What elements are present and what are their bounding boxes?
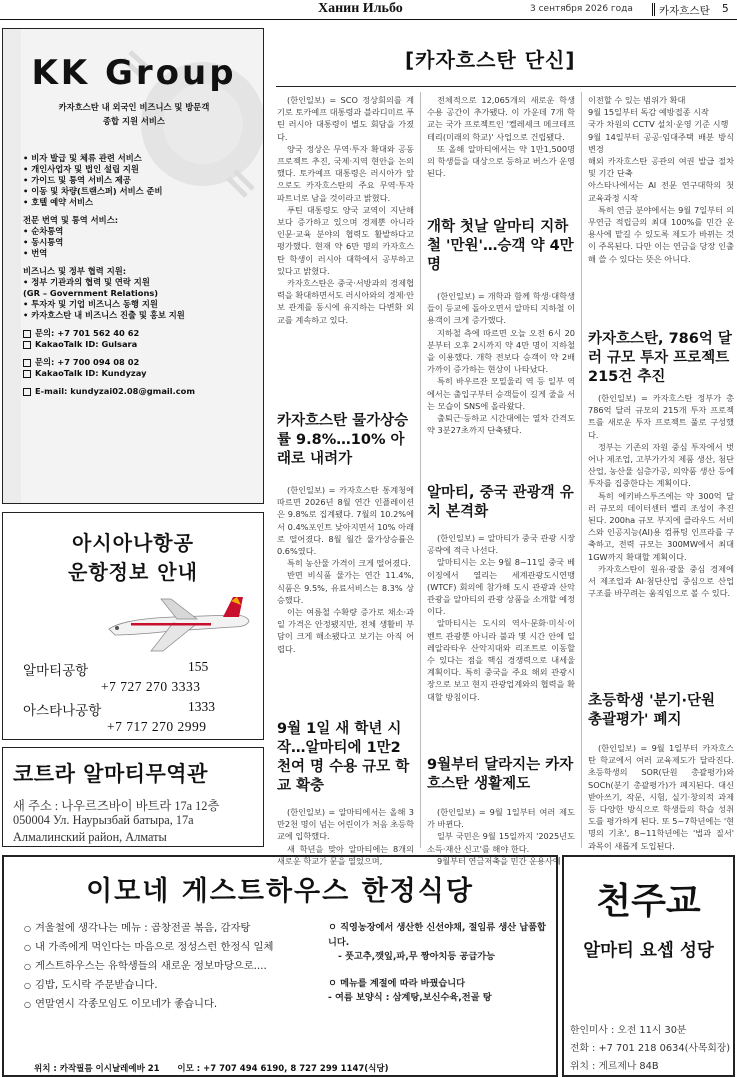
kk-services bbox=[23, 153, 258, 397]
guesthouse-menu-line: ㅇ 메뉴를 계절에 따라 바꿨습니다 bbox=[328, 977, 466, 989]
guesthouse-title: 이모네 게스트하우스 한정식당 bbox=[86, 876, 474, 907]
section-title: [카자흐스탄 단신] bbox=[405, 48, 576, 72]
article-paragraph: (한인일보) = SCO 정상회의를 계기로 토카예프 대통령과 블라디미르 푸틴 러시아 대통령이 별도 회담을 가졌다. bbox=[277, 95, 414, 142]
article-paragraph: (한인일보) = 알마티에서는 올해 3만2천 명이 넘는 어린이가 처음 초등학교에 입학했다. bbox=[277, 807, 414, 842]
article-paragraph: (한인일보) = 카자흐스탄 통계청에 따르면 2026년 8월 연간 인플레이션은 9.8%로 집계됐다. 7월의 10.2%에서 0.4%포인트 낮아지면서 10% 아래로 떨어졌다. 8월 월간 물가상승률은 0.6%였다. bbox=[277, 485, 414, 557]
article-rules-continued bbox=[588, 94, 734, 265]
guesthouse-left-list bbox=[24, 919, 324, 1014]
section-name: 카자흐스탄 bbox=[659, 5, 710, 17]
guesthouse-farm-line: ㅇ 직영농장에서 생산한 신선야채, 절임류 생산 납품합니다. bbox=[328, 922, 546, 948]
church-title: 천주교 bbox=[596, 881, 701, 922]
kk-interp-item: • 번역 bbox=[23, 248, 48, 258]
article-schools-continued bbox=[427, 94, 575, 179]
kk-phone-2: 문의: +7 700 094 08 02 bbox=[35, 357, 140, 367]
kk-service-item: • 호텔 예약 서비스 bbox=[23, 197, 94, 207]
kotra-title: 코트라 알마티무역관 bbox=[13, 762, 208, 786]
kk-service-item: • 비자 발급 및 체류 관련 서비스 bbox=[23, 153, 142, 163]
astana-airport-short: 1333 bbox=[188, 699, 215, 714]
article-metro bbox=[427, 290, 575, 436]
asiana-title-1: 아시아나항공 bbox=[72, 531, 194, 555]
circle-bullet-icon: ○ bbox=[24, 943, 31, 952]
almaty-airport-short: 155 bbox=[188, 659, 209, 674]
kk-subtitle-1: 카자흐스탄 내 외국인 비즈니스 및 방문객 bbox=[58, 102, 210, 112]
kotra-address-2: 050004 Ул. Наурызбай батыра, 17а bbox=[13, 813, 194, 827]
article-paragraph: 알마티시는 오는 9월 8~11일 중국 베이징에서 열리는 세계관광도시연맹(WTCF) 회의에 참가해 도시 관광과 산악관광을 알마티의 관광 상품을 소개할 예정이다. bbox=[427, 557, 575, 617]
headline-china-tourism: 알마티, 중국 관광객 유치 본격화 bbox=[427, 485, 574, 520]
article-inflation bbox=[277, 484, 414, 655]
headline-investment: 카자흐스탄, 786억 달러 규모 투자 프로젝트 215건 추진 bbox=[588, 331, 732, 385]
church-subtitle: 알마티 요셉 성당 bbox=[583, 941, 714, 961]
article-paragraph: (한인일보) = 카자흐스탄 정부가 총 786억 달러 규모의 215개 투자 프로젝트를 새로운 투자 프로젝트 풀로 구성했다. bbox=[588, 393, 734, 440]
page-number: 5 bbox=[722, 3, 729, 15]
section-rule bbox=[276, 86, 736, 87]
checkbox-icon bbox=[23, 370, 31, 378]
article-paragraph: (한인일보) = 9월 1일부터 카자흐스탄 학교에서 여러 교육제도가 달라진다. 초등학생의 SOR(단원 총괄평가)와 SOCh(분기 총괄평가)가 폐지된다. 대신 받아쓰기, 작문, 시험, 실기·창의적 과제 등 다양한 방식으로 학생들의 학습 성취도를 평가하게 된다. 또 5~7학년에는 '현명의 기초', 8~11학년에는 '법과 질서' 과목이 새롭게 도입된다. bbox=[588, 743, 734, 851]
article-paragraph: 지하철 측에 따르면 오늘 오전 6시 20분부터 오후 2시까지 약 4만 명이 지하철을 이용했다. 개학 전보다 승객이 약 2배 가까이 증가하는 현상이 나타났다. bbox=[427, 327, 575, 375]
article-sco-meeting bbox=[277, 94, 414, 326]
article-investment bbox=[588, 392, 734, 599]
article-paragraph: 특히 연금 분야에서는 9월 7일부터 의무연금 적립금의 최대 100%를 민간 운용사에 맡길 수 있도록 제도가 바뀌는 것이 주목된다. 다만 이는 연금을 당장 인출해 쓸 수 있다는 뜻은 아니다. bbox=[588, 204, 734, 264]
guesthouse-item: ○ 연말연시 각종모임도 이모네가 좋습니다. bbox=[24, 998, 218, 1010]
kk-biz-item: • 카자흐스탄 내 비즈니스 진출 및 홍보 지원 bbox=[23, 310, 185, 320]
astana-airport-label: 아스타나공항 bbox=[23, 703, 102, 718]
kk-kakao-1: KakaoTalk ID: Gulsara bbox=[35, 339, 138, 349]
asiana-title-2: 운항정보 안내 bbox=[68, 560, 198, 584]
article-assessment bbox=[588, 742, 734, 852]
kk-biz-item: • 정부 기관과의 협력 및 연락 지원 bbox=[23, 277, 150, 287]
article-paragraph: 카자흐스탄은 중국·서방과의 경제협력을 확대하면서도 러시아와의 경제·안보 관계를 동시에 유지하는 다변화 외교를 계속하고 있다. bbox=[277, 278, 414, 325]
kk-interp-item: • 순차통역 bbox=[23, 226, 64, 236]
article-paragraph: 이전할 수 있는 범위가 확대 bbox=[588, 95, 686, 105]
guesthouse-item: ○ 내 가족에게 먹인다는 마음으로 정성스런 한정식 일체 bbox=[24, 941, 274, 953]
circle-bullet-icon: ○ bbox=[24, 1000, 31, 1009]
checkbox-icon bbox=[23, 341, 31, 349]
kotra-address-1: 새 주소 : 나우르즈바이 바트라 17a 12층 bbox=[13, 799, 220, 813]
article-paragraph: 아스타나에서는 AI 전문 연구대학의 첫 교육과정 시작 bbox=[588, 180, 734, 203]
almaty-airport-phone: +7 727 270 3333 bbox=[101, 679, 201, 694]
kk-biz-item: • 투자자 및 기업 비즈니스 동행 지원 bbox=[23, 299, 158, 309]
guesthouse-footer: 위치 : 카작필름 이시날레예바 21 이모 : +7 707 494 6190, 8 727 299 1147(식당) bbox=[34, 1064, 389, 1074]
article-paragraph: 9월부터 연금저축을 민간 운용사에 bbox=[437, 855, 561, 866]
kk-biz-item: (GR – Government Relations) bbox=[23, 288, 159, 298]
kk-service-item: • 가이드 및 통역 서비스 제공 bbox=[23, 175, 131, 185]
guesthouse-right-block bbox=[328, 921, 550, 1006]
article-paragraph: 정부는 기존의 자원 중심 투자에서 벗어나 제조업, 고부가가치 제품 생산, 첨단산업, 농산물 심층가공, 의약품 생산 등에 투자를 집중한다는 계획이다. bbox=[588, 441, 734, 489]
article-paragraph: 알마티시는 도시의 역사·문화·미식·이벤트 관광뿐 아니라 불과 몇 시간 안에 일레알라타우 산악지대와 리조트로 이동할 수 있다는 점을 핵심 경쟁력으로 내세울 계획이다. 특히 중국을 주요 해외 관광시장으로 보고 현지 관광업계와의 협력을 확대할 방침이다. bbox=[427, 618, 575, 702]
article-paragraph: (한인일보) = 9월 1일부터 여러 제도가 바뀐다. bbox=[427, 807, 575, 830]
kk-interp-title: 전문 번역 및 통역 서비스: bbox=[23, 215, 119, 225]
masthead bbox=[0, 0, 737, 20]
guesthouse-ad bbox=[2, 855, 558, 1077]
headline-metro: 개학 첫날 알마티 지하철 '만원'…승객 약 4만 명 bbox=[427, 219, 574, 273]
kk-kakao-2: KakaoTalk ID: Kundyzay bbox=[35, 368, 147, 378]
kk-brand: KK Group bbox=[31, 53, 237, 93]
airplane-icon bbox=[103, 593, 253, 655]
guesthouse-menu-detail: - 여름 보양식 : 삼계탕,보신수육,전골 탕 bbox=[328, 992, 492, 1003]
headline-new-rules: 9월부터 달라지는 카자흐스탄 생활제도 bbox=[427, 757, 574, 792]
article-paragraph: (한인일보) = 개학과 함께 학생·대학생들이 등교에 돌아오면서 알마티 지하철 이용객이 크게 증가했다. bbox=[427, 291, 575, 326]
headline-inflation: 카자흐스탄 물가상승률 9.8%…10% 아래로 내려가 bbox=[277, 413, 409, 467]
article-paragraph: 해외 카자흐스탄 공관의 여권 발급 절차 및 기간 단축 bbox=[588, 156, 734, 179]
circle-bullet-icon: ○ bbox=[24, 962, 31, 971]
astana-airport-phone: +7 717 270 2999 bbox=[107, 719, 207, 734]
checkbox-icon bbox=[23, 330, 31, 338]
article-paragraph: 특히 바우르잔 모밀울리 역 등 일부 역에서는 출입구부터 승객들이 길게 줄을 서는 모습이 SNS에 올라왔다. bbox=[427, 376, 575, 411]
kk-biz-title: 비즈니스 및 정부 협력 지원: bbox=[23, 266, 127, 276]
article-paragraph: 국가 차원의 CCTV 설치·운영 기준 시행 bbox=[588, 119, 729, 130]
headline-assessment: 초등학생 '분기·단원 총괄평가' 폐지 bbox=[588, 693, 716, 728]
guesthouse-item: ○ 겨울철에 생각나는 메뉴 : 곱창전골 볶음, 감자탕 bbox=[24, 922, 251, 934]
article-paragraph: 푸틴 대통령도 양국 교역이 지난해보다 증가하고 있으며 경제뿐 아니라 인문·교육 분야의 협력도 활발하다고 평가했다. 현재 약 6만 명의 카자흐스탄 학생이 러시아 대학에서 공부하고 있다고 밝혔다. bbox=[277, 204, 414, 276]
headline-new-school-year: 9월 1일 새 학년 시작…알마티에 1만2천여 명 수용 규모 학교 확충 bbox=[277, 721, 410, 794]
article-paragraph: 반면 비식품 물가는 연간 11.4%, 식품은 9.5%, 유료서비스는 8.3% 상승했다. bbox=[277, 570, 414, 605]
church-location: 위치 : 게르제나 84B bbox=[570, 1061, 659, 1072]
article-paragraph: 이는 여름철 수확량 증가로 채소·과일 가격은 안정됐지만, 전체 생활비 부담이 크게 해소됐다고 보기는 아직 어렵다. bbox=[277, 607, 414, 654]
article-paragraph: 9월 14일부터 공공·임대주택 배분 방식 변경 bbox=[588, 131, 734, 154]
kk-subtitle-2: 종합 지원 서비스 bbox=[103, 116, 165, 126]
newspaper-name: Ханин Ильбо bbox=[318, 1, 403, 16]
church-phone: 전화 : +7 701 218 0634(사목회장) bbox=[570, 1043, 731, 1054]
article-paragraph: 또 올해 알마티에서는 약 1만1,500명의 학생들을 대상으로 등하교 버스가 운영된다. bbox=[427, 143, 575, 179]
kk-email: E-mail: kundyzai02.08@gmail.com bbox=[35, 386, 196, 396]
checkbox-icon bbox=[23, 359, 31, 367]
circle-bullet-icon: ○ bbox=[24, 981, 31, 990]
article-paragraph: 특히 에키바스투즈에는 약 300억 달러 규모의 데이터센터 밸리 조성이 추진된다. 200ha 규모 부지에 클라우드 서비스와 인공지능(AI)용 컴퓨팅 인프라를 구축하고, 전력 규모는 300MW에서 최대 1GW까지 확대할 계획이다. bbox=[588, 490, 734, 562]
issue-date: 3 сентября 2026 года bbox=[530, 4, 633, 14]
article-paragraph: 특히 농산물 가격이 크게 떨어졌다. bbox=[287, 558, 411, 569]
kotra-ad bbox=[2, 747, 264, 847]
checkbox-icon bbox=[23, 388, 31, 396]
article-paragraph: 9월 15일부터 독감 예방접종 시작 bbox=[588, 107, 709, 118]
almaty-airport-label: 알마티공항 bbox=[23, 663, 89, 678]
kotra-address-3: Алмалинский район, Алматы bbox=[13, 830, 167, 844]
church-ad bbox=[562, 855, 735, 1077]
masthead-rule bbox=[0, 19, 737, 20]
church-mass-time: 한인미사 : 오전 11시 30분 bbox=[570, 1025, 687, 1036]
article-paragraph: 전체적으로 12,065개의 새로운 학생 수용 공간이 추가됐다. 이 가운데 7개 학교는 국가 프로젝트인 '켈레셰크 메크테프테리(미래의 학교)' 사업으로 건립됐다. bbox=[427, 95, 575, 142]
article-paragraph: 카자흐스탄이 원유·광물 중심 경제에서 제조업과 AI·첨단산업 중심으로 산업구조를 바꾸려는 움직임으로 볼 수 있다. bbox=[588, 563, 734, 599]
kk-interp-item: • 동시통역 bbox=[23, 237, 64, 247]
article-china-tourism bbox=[427, 532, 575, 703]
article-paragraph: 일부 국민은 9월 15일까지 '2025년도 소득·재산 신고'를 해야 한다. bbox=[427, 831, 575, 854]
guesthouse-item: ○ 김밥, 도시락 주문받습니다. bbox=[24, 979, 158, 991]
article-paragraph: (한인일보) = 알마티가 중국 관광 시장 공략에 적극 나선다. bbox=[427, 533, 575, 556]
article-paragraph: 새 학년을 맞아 알마티에는 8개의 새로운 학교가 문을 열었으며, bbox=[277, 843, 414, 866]
asiana-ad bbox=[2, 512, 264, 740]
kk-service-item: • 이동 및 차량(트랜스퍼) 서비스 준비 bbox=[23, 186, 163, 196]
kk-group-ad bbox=[2, 28, 264, 504]
kk-phone-1: 문의: +7 701 562 40 62 bbox=[35, 328, 140, 338]
guesthouse-item: ○ 게스트하우스는 유학생들의 새로운 정보마당으로.... bbox=[24, 960, 267, 972]
guesthouse-farm-detail: - 풋고추,깻잎,파,무 짱아치등 공급가능 bbox=[338, 951, 496, 962]
kk-service-item: • 개인사업자 및 법인 설립 지원 bbox=[23, 164, 139, 174]
circle-bullet-icon: ○ bbox=[24, 924, 31, 933]
article-paragraph: 양국 정상은 무역·투자 확대와 공동 프로젝트 추진, 국제·지역 현안을 논의했다. 토카예프 대통령은 러시아가 앞으로도 카자흐스탄의 주요 무역·투자 파트너로 남을 것이라고 밝혔다. bbox=[277, 143, 414, 203]
article-paragraph: 출퇴근·등하교 시간대에는 열차 간격도 약 3분27초까지 단축됐다. bbox=[427, 413, 575, 436]
